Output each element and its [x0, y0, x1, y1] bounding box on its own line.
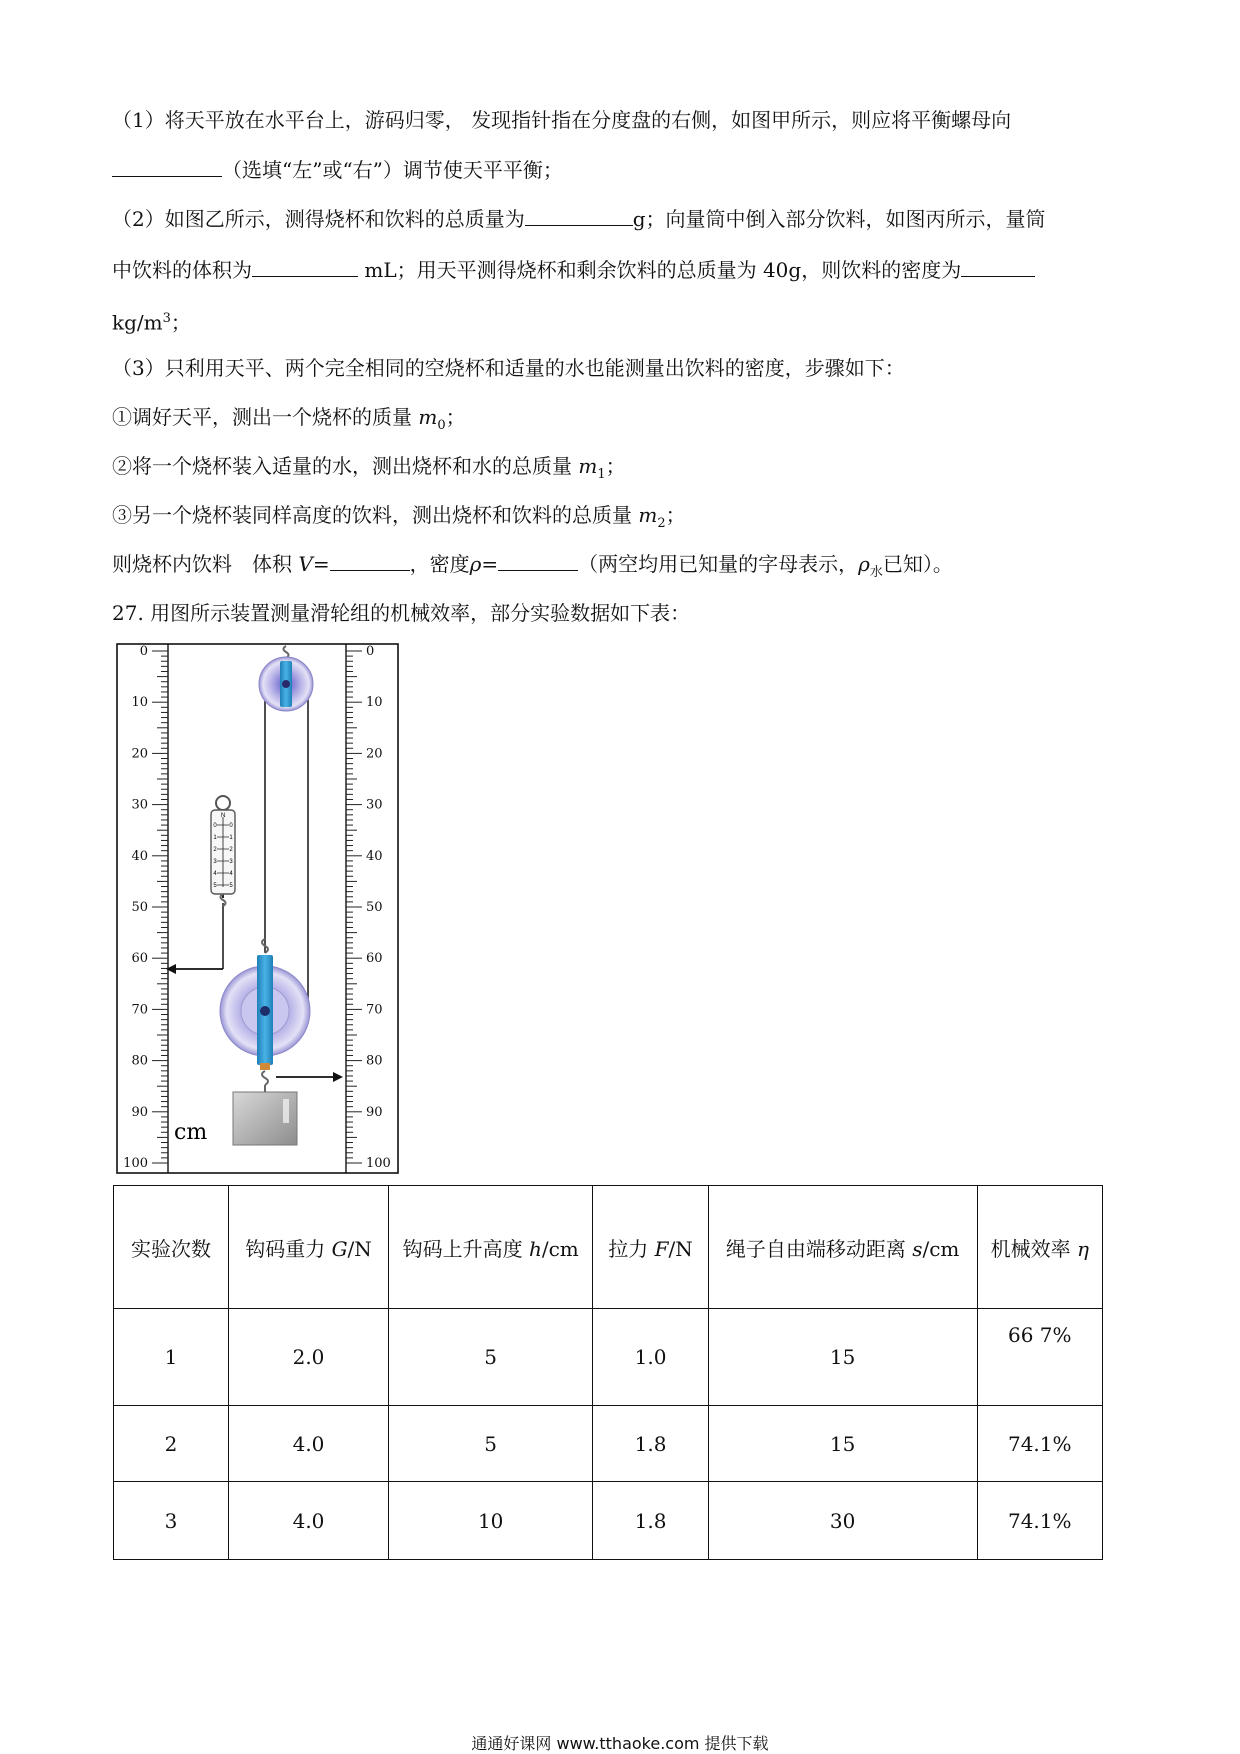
ruler-label-right: 10 [366, 695, 383, 711]
conclusion-text: 则烧杯内饮料 体积 [112, 552, 292, 576]
step-3-end: ； [665, 503, 686, 527]
ruler-label-left: 80 [131, 1053, 148, 1069]
q26-part1-text2: （选填“左”或“右”）调节使天平平衡； [222, 158, 563, 182]
scale-label: 4 [213, 871, 217, 877]
fixed-pulley-center [282, 680, 290, 688]
step-2-text: ②将一个烧杯装入适量的水，测出烧杯和水的总质量 [112, 454, 572, 478]
axle-cap [260, 1063, 270, 1070]
table-cell: 15 [708, 1406, 977, 1482]
ruler-label-left: 60 [131, 951, 148, 967]
answer-blank-mass[interactable] [525, 205, 633, 226]
ruler-label-left: 20 [131, 746, 148, 762]
density-unit-exponent: 3 [162, 311, 171, 326]
ruler-label-left: 50 [131, 900, 148, 915]
ruler-label-right: 0 [366, 644, 375, 659]
scale-label: 3 [229, 859, 233, 865]
scale-label: 0 [229, 823, 233, 829]
table-cell: 1.8 [593, 1406, 708, 1482]
q26-part1-text: （1）将天平放在水平台上，游码归零， 发现指针指在分度盘的右侧，如图甲所示，则应将平衡螺母向 [112, 108, 1012, 132]
answer-blank-direction[interactable] [112, 156, 222, 177]
scale-label: 3 [213, 859, 217, 865]
density-unit-end: ； [170, 310, 191, 335]
conclusion-text4: 已知）。 [882, 552, 953, 576]
water-density-var: ρ [858, 552, 870, 576]
ruler-label-right: 80 [366, 1053, 383, 1069]
ruler-label-left: 30 [131, 797, 148, 813]
table-cell: 4.0 [229, 1406, 389, 1482]
table-cell: 1.8 [593, 1482, 708, 1560]
ruler-label-right: 70 [366, 1002, 383, 1018]
step-2-var: m [578, 454, 598, 478]
q27-title-text: 27. 用图所示装置测量滑轮组的机械效率，部分实验数据如下表： [112, 601, 691, 625]
ruler-label-left: 40 [131, 848, 148, 864]
q26-part2-text4: mL；用天平测得烧杯和剩余饮料的总质量为 40g，则饮料的密度为 [364, 258, 962, 282]
q26-part1-line1 [112, 106, 1011, 134]
table-cell: 5 [388, 1309, 593, 1406]
table-cell: 1 [114, 1309, 229, 1406]
q26-part1-line2 [112, 156, 563, 184]
table-header-cell: 机械效率 η [977, 1186, 1102, 1309]
step-2 [112, 452, 626, 489]
ruler-label-right: 20 [366, 746, 383, 762]
step-3-var: m [638, 503, 658, 527]
pulley-figure [116, 643, 399, 1174]
cm-unit-label: cm [174, 1120, 208, 1145]
q26-part3-text: （3）只利用天平、两个完全相同的空烧杯和适量的水也能测量出饮料的密度，步骤如下： [112, 356, 905, 380]
ruler-label-right: 90 [366, 1104, 383, 1120]
scale-label: 1 [213, 835, 217, 841]
step-3-sub: 2 [657, 516, 666, 531]
table-cell: 5 [388, 1406, 593, 1482]
q26-part2-text: （2）如图乙所示，测得烧杯和饮料的总质量为 [112, 207, 525, 231]
step-1 [112, 403, 466, 440]
density-unit: kg/m [112, 310, 163, 335]
step-1-text: ①调好天平，测出一个烧杯的质量 [112, 405, 412, 429]
q26-part2-line1 [112, 205, 1046, 233]
step-3 [112, 501, 686, 538]
water-sub: 水 [869, 565, 883, 580]
movable-pulley-center [260, 1006, 270, 1016]
scale-unit-label: N [221, 813, 226, 819]
ruler-label-left: 10 [131, 695, 148, 711]
scale-label: 5 [213, 883, 217, 889]
ruler-label-right: 30 [366, 797, 383, 813]
table-row [114, 1406, 1103, 1482]
scale-label: 2 [213, 847, 217, 853]
table-cell: 3 [114, 1482, 229, 1560]
ruler-label-right: 40 [366, 848, 383, 864]
table-header-cell: 实验次数 [114, 1186, 229, 1309]
conclusion-text2: ，密度 [409, 552, 470, 576]
table-header-row [114, 1186, 1103, 1309]
ruler-label-left: 90 [131, 1104, 148, 1120]
table-header-cell: 钩码重力 G/N [229, 1186, 389, 1309]
scale-label: 2 [229, 847, 233, 853]
table-cell: 2 [114, 1406, 229, 1482]
conclusion-text3: （两空均用已知量的字母表示， [578, 552, 859, 576]
table-header-cell: 钩码上升高度 h/cm [388, 1186, 593, 1309]
table-cell: 15 [708, 1309, 977, 1406]
table-cell: 66 7% [977, 1309, 1102, 1406]
step-1-var: m [418, 405, 438, 429]
table-cell: 30 [708, 1482, 977, 1560]
answer-blank-v-expr[interactable] [330, 550, 410, 571]
ruler-label-left: 70 [131, 1002, 148, 1018]
conclusion-line [112, 550, 953, 587]
q26-part2-line3 [112, 305, 191, 337]
answer-blank-volume[interactable] [252, 256, 358, 277]
scale-label: 5 [229, 883, 233, 889]
table-cell: 1.0 [593, 1309, 708, 1406]
step-1-end: ； [445, 405, 466, 429]
ruler-label-left: 100 [123, 1156, 148, 1171]
table-row [114, 1482, 1103, 1560]
ruler-label-left: 0 [139, 644, 148, 659]
answer-blank-density[interactable] [961, 256, 1035, 277]
table-cell: 2.0 [229, 1309, 389, 1406]
density-var: ρ [469, 552, 482, 576]
ruler-label-right: 100 [366, 1156, 391, 1171]
equals-1: = [312, 552, 330, 576]
table-header-cell: 绳子自由端移动距离 s/cm [708, 1186, 977, 1309]
experiment-data-table [113, 1185, 1103, 1560]
q26-part2-line2 [112, 256, 1035, 284]
table-header-cell: 拉力 F/N [593, 1186, 708, 1309]
volume-var: V [298, 552, 313, 576]
q26-part3-line [112, 354, 905, 382]
q26-part2-text3: 中饮料的体积为 [112, 258, 252, 282]
q26-part2-text2: g；向量筒中倒入部分饮料，如图丙所示，量筒 [632, 207, 1046, 231]
table-cell: 74.1% [977, 1406, 1102, 1482]
ruler-label-right: 50 [366, 900, 383, 915]
page-footer: 通通好课网 www.tthaoke.com 提供下载 [471, 1734, 769, 1753]
step-2-sub: 1 [597, 467, 606, 482]
table-cell: 74.1% [977, 1482, 1102, 1560]
table-cell: 4.0 [229, 1482, 389, 1560]
q27-title [112, 599, 690, 627]
scale-label: 1 [229, 835, 233, 841]
step-2-end: ； [605, 454, 626, 478]
ruler-label-right: 60 [366, 951, 383, 967]
equals-2: = [481, 552, 499, 576]
step-1-sub: 0 [437, 418, 446, 433]
table-cell: 10 [388, 1482, 593, 1560]
scale-label: 4 [229, 871, 233, 877]
answer-blank-rho-expr[interactable] [498, 550, 578, 571]
table-row [114, 1309, 1103, 1406]
scale-label: 0 [213, 823, 217, 829]
step-3-text: ③另一个烧杯装同样高度的饮料，测出烧杯和饮料的总质量 [112, 503, 632, 527]
